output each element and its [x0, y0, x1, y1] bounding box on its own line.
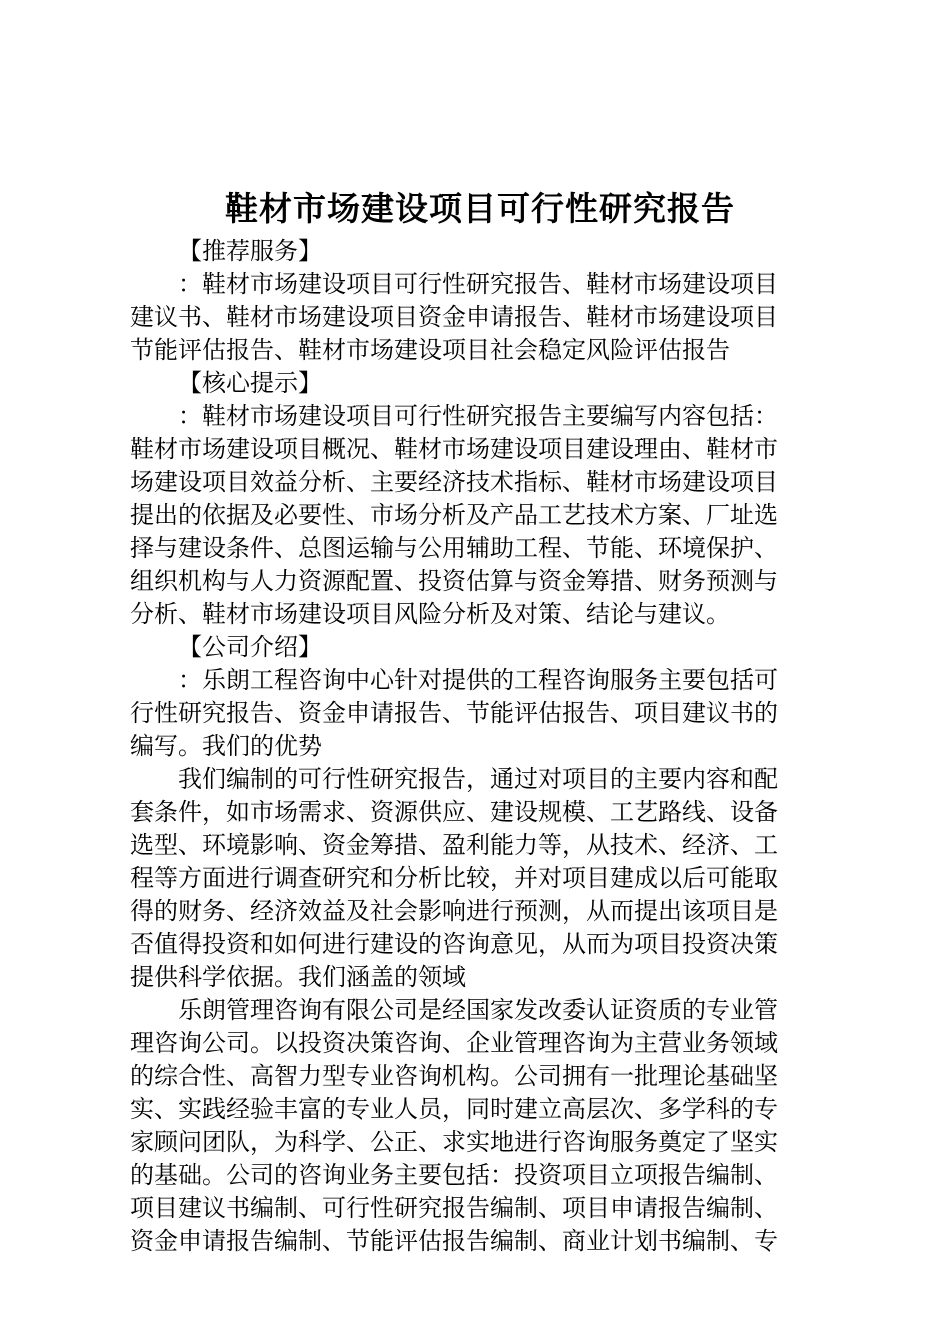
- text-line: 场建设项目效益分析、主要经济技术指标、鞋材市场建设项目: [130, 468, 778, 496]
- section-heading: 【公司介绍】: [178, 633, 322, 661]
- text-line: 建议书、鞋材市场建设项目资金申请报告、鞋材市场建设项目: [130, 303, 778, 331]
- text-line: 的基础。公司的咨询业务主要包括：投资项目立项报告编制、: [130, 1161, 778, 1189]
- section-heading: 【核心提示】: [178, 369, 322, 397]
- text-line: 分析、鞋材市场建设项目风险分析及对策、结论与建议。: [130, 600, 730, 628]
- text-line: 择与建设条件、总图运输与公用辅助工程、节能、环境保护、: [130, 534, 778, 562]
- section-heading: 【推荐服务】: [178, 237, 322, 265]
- text-line: 得的财务、经济效益及社会影响进行预测，从而提出该项目是: [130, 897, 778, 925]
- text-line: 套条件，如市场需求、资源供应、建设规模、工艺路线、设备: [130, 798, 778, 826]
- text-line: 提供科学依据。我们涵盖的领域: [130, 963, 466, 991]
- text-line: 鞋材市场建设项目概况、鞋材市场建设项目建设理由、鞋材市: [130, 435, 778, 463]
- text-line: 项目建议书编制、可行性研究报告编制、项目申请报告编制、: [130, 1194, 778, 1222]
- text-line: 资金申请报告编制、节能评估报告编制、商业计划书编制、专: [130, 1227, 778, 1255]
- document-page: [130, 185, 830, 1258]
- text-line: ：乐朗工程咨询中心针对提供的工程咨询服务主要包括可: [178, 666, 778, 694]
- paragraph-company-profile: [130, 994, 830, 1258]
- text-line: 我们编制的可行性研究报告，通过对项目的主要内容和配: [178, 765, 778, 793]
- text-line: 实、实践经验丰富的专业人员，同时建立高层次、多学科的专: [130, 1095, 778, 1123]
- section-recommended-services: [130, 235, 830, 367]
- text-line: 理咨询公司。以投资决策咨询、企业管理咨询为主营业务领域: [130, 1029, 778, 1057]
- text-line: ：鞋材市场建设项目可行性研究报告主要编写内容包括：: [178, 402, 778, 430]
- document-title: 鞋材市场建设项目可行性研究报告: [225, 189, 735, 228]
- text-line: 的综合性、高智力型专业咨询机构。公司拥有一批理论基础坚: [130, 1062, 778, 1090]
- text-line: 编写。我们的优势: [130, 732, 322, 760]
- text-line: 程等方面进行调查研究和分析比较，并对项目建成以后可能取: [130, 864, 778, 892]
- text-line: 提出的依据及必要性、市场分析及产品工艺技术方案、厂址选: [130, 501, 778, 529]
- section-core-tips: [130, 367, 830, 631]
- section-company-intro: [130, 631, 830, 763]
- text-line: 组织机构与人力资源配置、投资估算与资金筹措、财务预测与: [130, 567, 778, 595]
- text-line: 否值得投资和如何进行建设的咨询意见，从而为项目投资决策: [130, 930, 778, 958]
- text-line: 节能评估报告、鞋材市场建设项目社会稳定风险评估报告: [130, 336, 730, 364]
- text-line: 选型、环境影响、资金筹措、盈利能力等，从技术、经济、工: [130, 831, 778, 859]
- text-line: 家顾问团队，为科学、公正、求实地进行咨询服务奠定了坚实: [130, 1128, 778, 1156]
- text-line: 行性研究报告、资金申请报告、节能评估报告、项目建议书的: [130, 699, 778, 727]
- paragraph-feasibility: [130, 763, 830, 994]
- text-line: ：鞋材市场建设项目可行性研究报告、鞋材市场建设项目: [178, 270, 778, 298]
- text-line: 乐朗管理咨询有限公司是经国家发改委认证资质的专业管: [178, 996, 778, 1024]
